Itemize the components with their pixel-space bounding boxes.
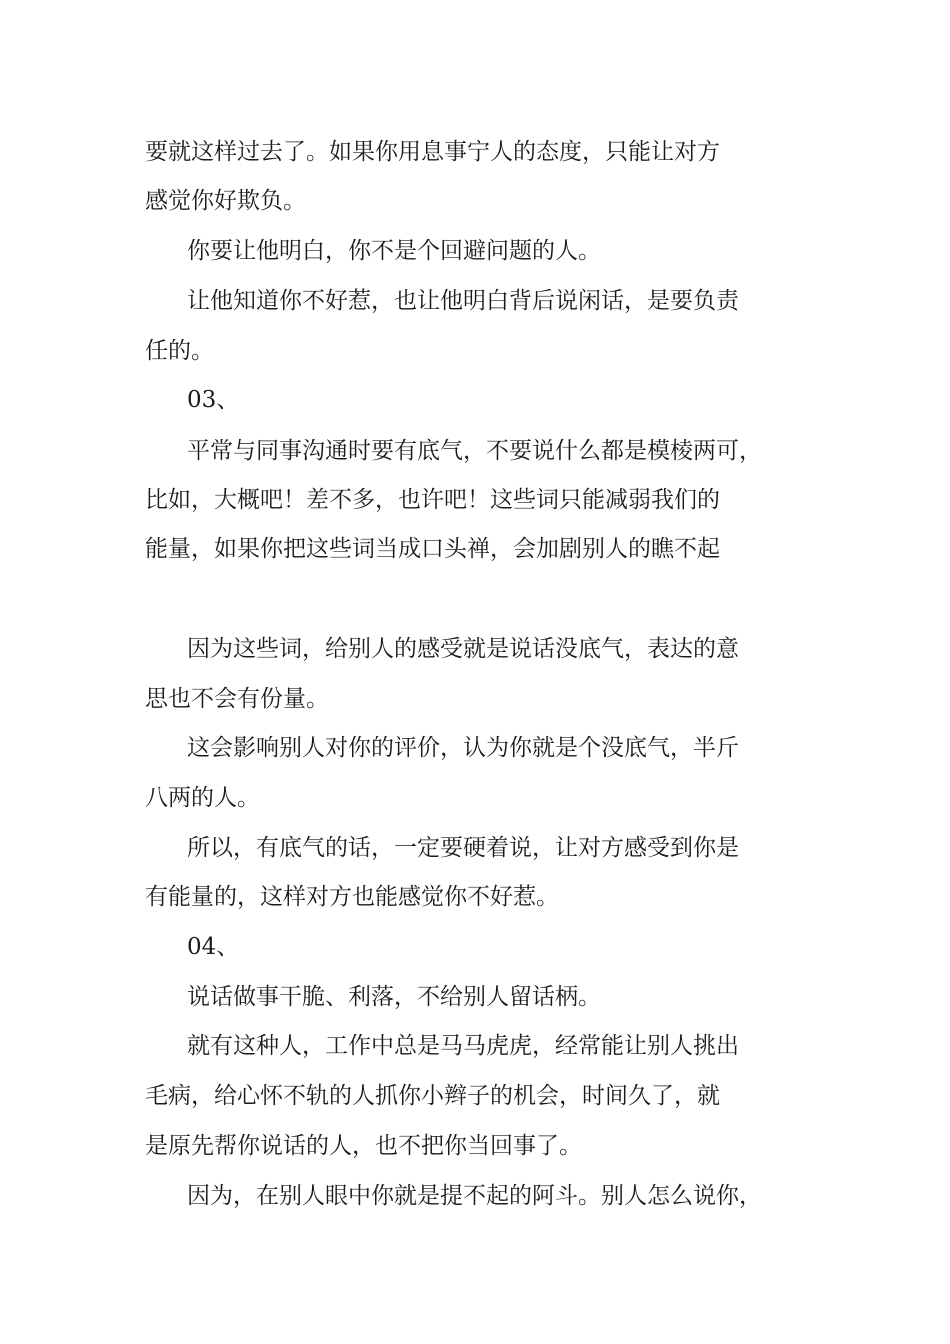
section-number: 03、: [187, 387, 240, 413]
text-line: 有能量的，这样对方也能感觉你不好惹。: [145, 884, 559, 910]
text-line: 平常与同事沟通时要有底气，不要说什么都是模棱两可，: [187, 438, 762, 464]
text-line: 说话做事干脆、利落，不给别人留话柄。: [187, 984, 601, 1010]
text-line: 感觉你好欺负。: [145, 188, 306, 214]
text-line: 能量，如果你把这些词当成口头禅，会加剧别人的瞧不起: [145, 536, 720, 562]
text-line: 因为，在别人眼中你就是提不起的阿斗。别人怎么说你，: [187, 1183, 762, 1209]
text-line: 比如，大概吧！差不多，也许吧！这些词只能减弱我们的: [145, 487, 720, 513]
text-line: 思也不会有份量。: [145, 686, 329, 712]
text-line: 因为这些词，给别人的感受就是说话没底气，表达的意: [187, 636, 739, 662]
text-line: 要就这样过去了。如果你用息事宁人的态度，只能让对方: [145, 139, 720, 165]
section-number: 04、: [187, 934, 240, 960]
text-line: 毛病，给心怀不轨的人抓你小辫子的机会，时间久了，就: [145, 1083, 720, 1109]
text-line: 你要让他明白，你不是个回避问题的人。: [187, 238, 601, 264]
text-line: 任的。: [145, 338, 214, 364]
text-line: 这会影响别人对你的评价，认为你就是个没底气，半斤: [187, 735, 739, 761]
text-line: 所以，有底气的话，一定要硬着说，让对方感受到你是: [187, 835, 739, 861]
text-line: 就有这种人，工作中总是马马虎虎，经常能让别人挑出: [187, 1033, 739, 1059]
text-line: 是原先帮你说话的人，也不把你当回事了。: [145, 1133, 582, 1159]
text-line: 让他知道你不好惹，也让他明白背后说闲话，是要负责: [187, 288, 739, 314]
text-line: 八两的人。: [145, 785, 260, 811]
